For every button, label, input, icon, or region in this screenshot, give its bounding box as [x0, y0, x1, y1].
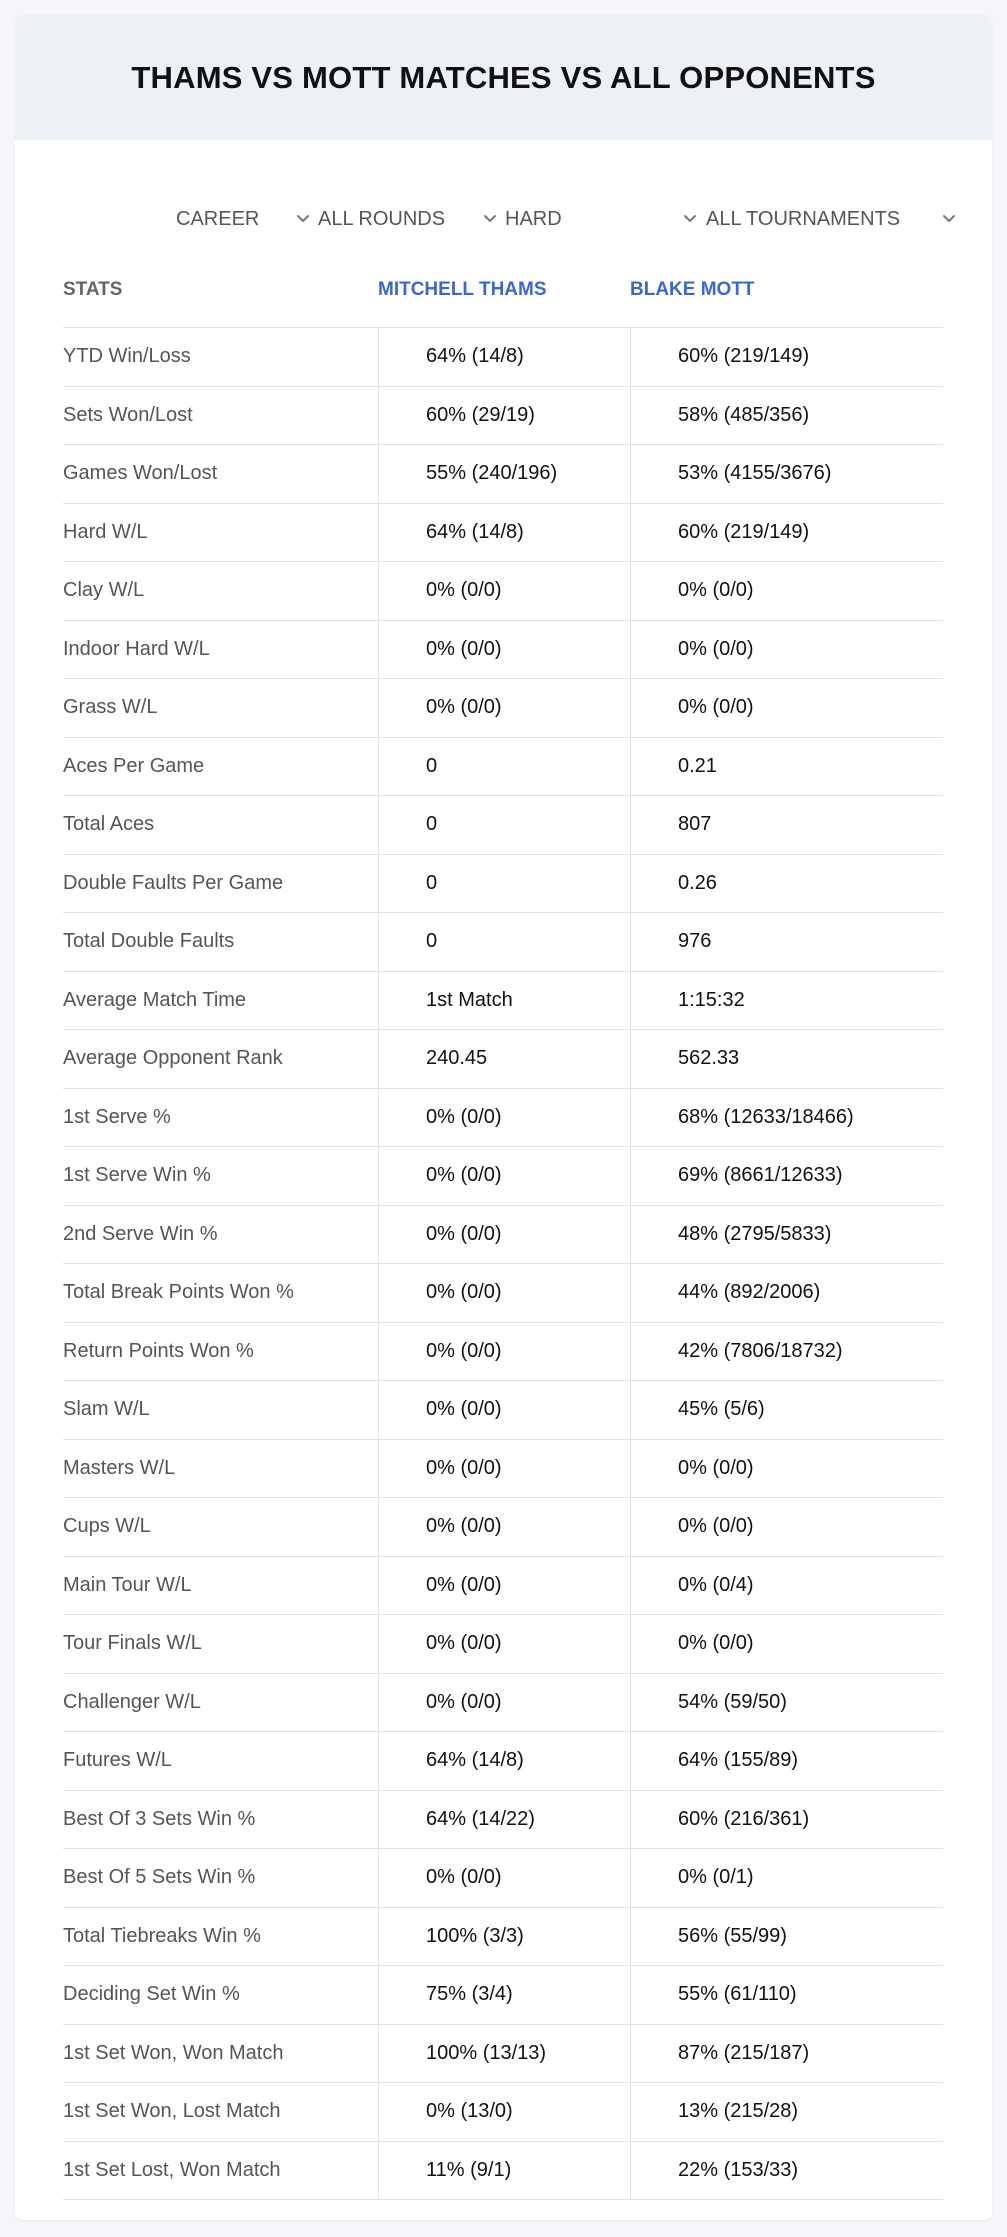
page-title: THAMS VS MOTT MATCHES VS ALL OPPONENTS — [131, 59, 876, 95]
player2-value: 54% (59/50) — [678, 1690, 787, 1713]
player2-value: 0% (0/0) — [678, 1632, 754, 1655]
table-row — [63, 621, 943, 680]
round-select-value: ALL ROUNDS — [318, 207, 446, 230]
stat-label: Aces Per Game — [63, 738, 379, 796]
table-row — [63, 1498, 943, 1557]
player2-value: 0% (0/0) — [678, 579, 754, 602]
tournament-select[interactable] — [706, 193, 958, 245]
stat-label: Indoor Hard W/L — [63, 621, 379, 679]
table-row — [63, 1791, 943, 1850]
stat-label: Best Of 5 Sets Win % — [63, 1849, 379, 1907]
stat-label: Cups W/L — [63, 1498, 379, 1556]
player2-value: 1:15:32 — [678, 988, 745, 1011]
player2-value: 45% (5/6) — [678, 1398, 765, 1421]
stat-label: 1st Set Lost, Won Match — [63, 2142, 379, 2200]
table-row — [63, 328, 943, 387]
player2-value: 68% (12633/18466) — [678, 1105, 854, 1128]
chevron-down-icon — [481, 210, 499, 228]
table-row — [63, 1147, 943, 1206]
player1-value: 11% (9/1) — [379, 2142, 631, 2200]
player1-value: 0% (0/0) — [379, 562, 631, 620]
table-row — [63, 2142, 943, 2201]
player2-value: 55% (61/110) — [678, 1983, 797, 2006]
stat-label: Main Tour W/L — [63, 1557, 379, 1615]
table-row — [63, 1264, 943, 1323]
player2-value: 48% (2795/5833) — [678, 1222, 832, 1245]
card-header — [15, 15, 992, 140]
chevron-down-icon — [294, 210, 312, 228]
player1-value: 1st Match — [379, 972, 631, 1030]
stat-label: Sets Won/Lost — [63, 387, 379, 445]
stat-label: 2nd Serve Win % — [63, 1206, 379, 1264]
table-row — [63, 1615, 943, 1674]
player2-value: 0.26 — [678, 871, 717, 894]
table-row — [63, 1732, 943, 1791]
period-select-value: CAREER — [176, 207, 260, 230]
filter-bar — [15, 193, 992, 245]
player1-value: 0% (0/0) — [379, 1206, 631, 1264]
stat-label: Challenger W/L — [63, 1674, 379, 1732]
table-row — [63, 972, 943, 1031]
player1-value: 0 — [379, 738, 631, 796]
player2-value: 64% (155/89) — [678, 1749, 799, 1772]
table-row — [63, 913, 943, 972]
player2-value: 69% (8661/12633) — [678, 1164, 843, 1187]
player1-value: 240.45 — [379, 1030, 631, 1088]
stat-label: Total Tiebreaks Win % — [63, 1908, 379, 1966]
stat-label: Hard W/L — [63, 504, 379, 562]
stat-label: 1st Set Won, Won Match — [63, 2025, 379, 2083]
player1-value: 55% (240/196) — [379, 445, 631, 503]
player1-value: 0% (13/0) — [379, 2083, 631, 2141]
player2-value: 976 — [678, 930, 712, 953]
player2-column-header[interactable]: BLAKE MOTT — [630, 279, 755, 300]
table-row — [63, 504, 943, 563]
player1-value: 0% (0/0) — [379, 1147, 631, 1205]
table-body — [63, 328, 943, 2200]
table-row — [63, 1557, 943, 1616]
player1-value: 0% (0/0) — [379, 1440, 631, 1498]
player2-value: 0% (0/0) — [678, 1515, 754, 1538]
player1-value: 0 — [379, 855, 631, 913]
table-header — [63, 253, 943, 328]
table-row — [63, 1323, 943, 1382]
stat-label: YTD Win/Loss — [63, 328, 379, 386]
table-row — [63, 1908, 943, 1967]
player2-value: 0% (0/0) — [678, 696, 754, 719]
stats-table — [63, 253, 943, 2200]
player1-value: 0% (0/0) — [379, 1849, 631, 1907]
stat-label: Clay W/L — [63, 562, 379, 620]
table-row — [63, 738, 943, 797]
player2-value: 22% (153/33) — [678, 2158, 799, 2181]
player1-value: 100% (3/3) — [379, 1908, 631, 1966]
player2-value: 0% (0/1) — [678, 1866, 754, 1889]
stat-label: Return Points Won % — [63, 1323, 379, 1381]
player1-value: 0% (0/0) — [379, 679, 631, 737]
table-row — [63, 796, 943, 855]
player1-value: 64% (14/22) — [379, 1791, 631, 1849]
player1-value: 64% (14/8) — [379, 328, 631, 386]
player1-value: 0% (0/0) — [379, 1615, 631, 1673]
stat-label: 1st Set Won, Lost Match — [63, 2083, 379, 2141]
player2-value: 60% (219/149) — [678, 520, 810, 543]
stat-label: Deciding Set Win % — [63, 1966, 379, 2024]
player1-value: 64% (14/8) — [379, 1732, 631, 1790]
player1-value: 0% (0/0) — [379, 1264, 631, 1322]
player2-value: 58% (485/356) — [678, 403, 810, 426]
player2-value: 13% (215/28) — [678, 2100, 799, 2123]
player1-value: 0% (0/0) — [379, 1381, 631, 1439]
table-row — [63, 1440, 943, 1499]
table-row — [63, 1206, 943, 1265]
stat-label: 1st Serve % — [63, 1089, 379, 1147]
player1-value: 0% (0/0) — [379, 621, 631, 679]
stat-label: Slam W/L — [63, 1381, 379, 1439]
round-select[interactable] — [318, 193, 499, 245]
surface-select-value: HARD — [505, 207, 562, 230]
stat-label: Total Double Faults — [63, 913, 379, 971]
table-row — [63, 387, 943, 446]
player2-value: 53% (4155/3676) — [678, 462, 832, 485]
player1-value: 0% (0/0) — [379, 1557, 631, 1615]
stat-label: Average Match Time — [63, 972, 379, 1030]
table-row — [63, 1674, 943, 1733]
stat-label: Double Faults Per Game — [63, 855, 379, 913]
player2-value: 60% (219/149) — [678, 345, 810, 368]
surface-select[interactable] — [505, 193, 699, 245]
player2-value: 0% (0/0) — [678, 637, 754, 660]
table-row — [63, 1089, 943, 1148]
table-row — [63, 2025, 943, 2084]
player1-value: 100% (13/13) — [379, 2025, 631, 2083]
table-row — [63, 562, 943, 621]
table-row — [63, 1030, 943, 1089]
stat-label: Total Break Points Won % — [63, 1264, 379, 1322]
stat-label: Futures W/L — [63, 1732, 379, 1790]
table-row — [63, 1849, 943, 1908]
stat-label: Games Won/Lost — [63, 445, 379, 503]
period-select[interactable] — [176, 193, 312, 245]
player2-value: 0% (0/0) — [678, 1456, 754, 1479]
player1-value: 0% (0/0) — [379, 1323, 631, 1381]
player1-value: 0% (0/0) — [379, 1498, 631, 1556]
stat-label: Masters W/L — [63, 1440, 379, 1498]
chevron-down-icon — [940, 210, 958, 228]
player2-value: 0% (0/4) — [678, 1573, 754, 1596]
stat-label: Grass W/L — [63, 679, 379, 737]
stats-column-header: STATS — [63, 279, 123, 300]
player2-value: 807 — [678, 813, 712, 836]
player2-value: 42% (7806/18732) — [678, 1339, 843, 1362]
stat-label: Total Aces — [63, 796, 379, 854]
tournament-select-value: ALL TOURNAMENTS — [706, 207, 901, 230]
table-row — [63, 2083, 943, 2142]
table-row — [63, 1966, 943, 2025]
chevron-down-icon — [681, 210, 699, 228]
player2-value: 60% (216/361) — [678, 1807, 810, 1830]
player2-value: 44% (892/2006) — [678, 1281, 821, 1304]
player1-value: 75% (3/4) — [379, 1966, 631, 2024]
player2-value: 0.21 — [678, 754, 717, 777]
stat-label: Tour Finals W/L — [63, 1615, 379, 1673]
player1-value: 0% (0/0) — [379, 1674, 631, 1732]
player2-value: 56% (55/99) — [678, 1924, 787, 1947]
player1-value: 60% (29/19) — [379, 387, 631, 445]
stat-label: 1st Serve Win % — [63, 1147, 379, 1205]
player1-column-header[interactable]: MITCHELL THAMS — [378, 279, 547, 300]
table-row — [63, 445, 943, 504]
player1-value: 64% (14/8) — [379, 504, 631, 562]
player1-value: 0 — [379, 913, 631, 971]
player2-value: 87% (215/187) — [678, 2041, 810, 2064]
table-row — [63, 855, 943, 914]
stat-label: Best Of 3 Sets Win % — [63, 1791, 379, 1849]
player1-value: 0 — [379, 796, 631, 854]
player2-value: 562.33 — [678, 1047, 740, 1070]
table-row — [63, 1381, 943, 1440]
table-row — [63, 679, 943, 738]
stats-card — [15, 15, 992, 2220]
player1-value: 0% (0/0) — [379, 1089, 631, 1147]
stat-label: Average Opponent Rank — [63, 1030, 379, 1088]
